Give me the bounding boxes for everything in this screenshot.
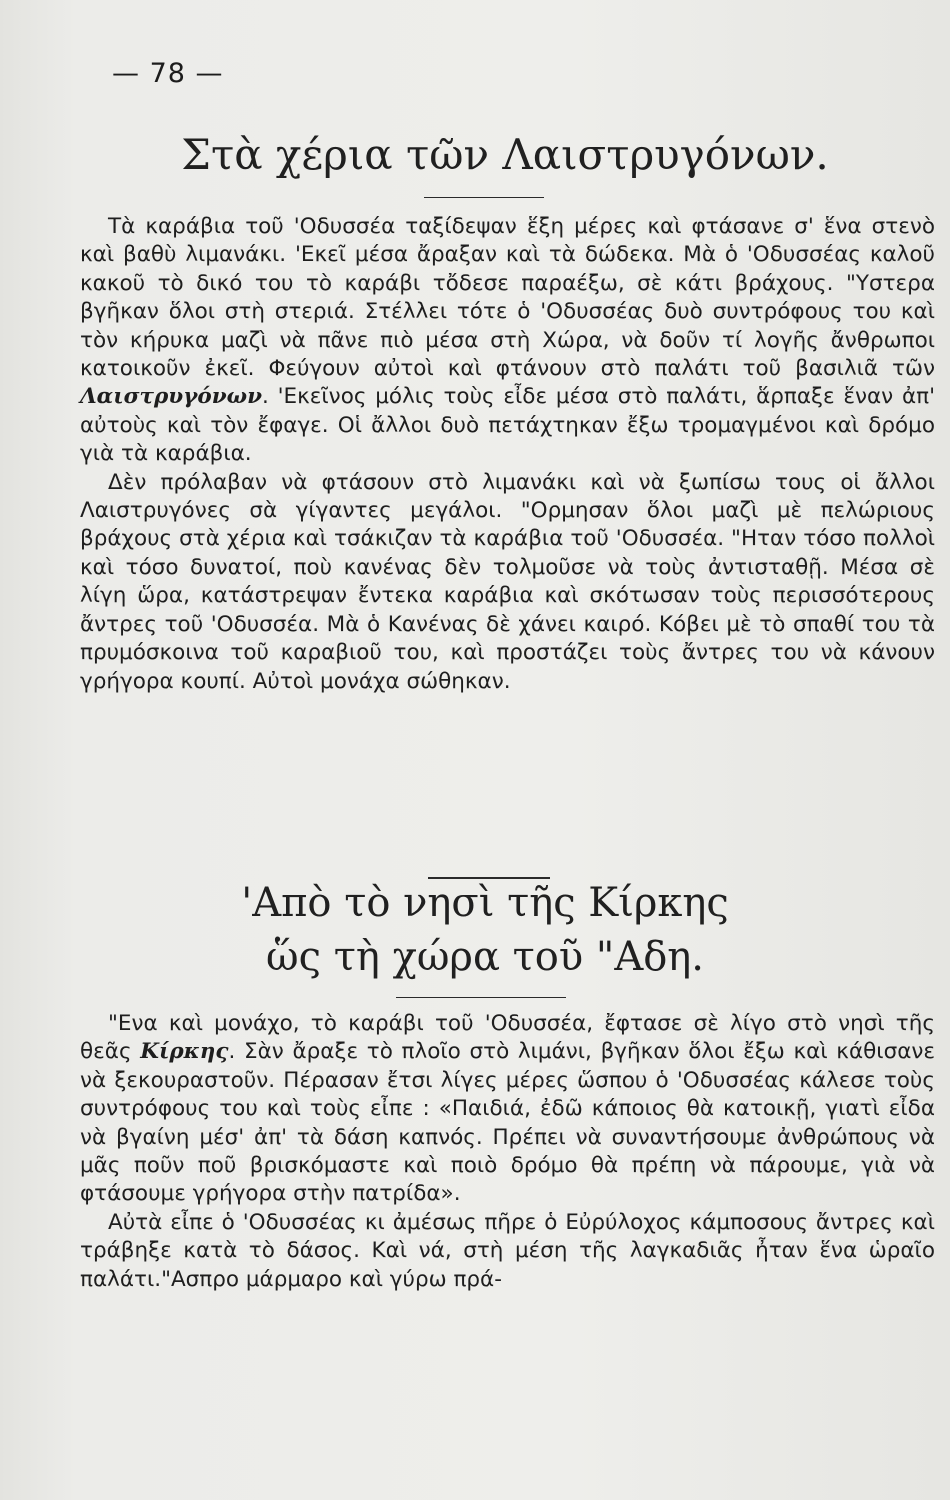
chapter-title-circe-line2: ὥς τὴ χώρα τοῦ "Αδη. — [266, 934, 704, 980]
paragraph-text: "Ενα καὶ μονάχο, τὸ καράβι τοῦ 'Οδυσσέα, ἔφτασε σὲ λίγο στὸ νησὶ τῆς θεᾶς — [80, 1011, 935, 1065]
chapter-title-laestrygonians: Στὰ χέρια τῶν Λαιστρυγόνων. — [181, 130, 829, 179]
paragraph-text: Τὰ καράβια τοῦ 'Οδυσσέα ταξίδεψαν ἕξη μέρες καὶ φτάσανε σ' ἕνα στενὸ καὶ βαθὺ λιμανάκι. 'Εκεῖ μέσα ἄραξαν καὶ τὰ δώδεκα. Μὰ ὁ 'Οδυσσέας καλοῦ κακοῦ τὸ δικό του τὸ καράβι τὄδεσε παραέξω, σὲ κάτι βράχους. "Υστερα βγῆκαν ὅλοι στὴ στεριά. Στέλλει τότε ὁ 'Οδυσσέας δυὸ συντρόφους του καὶ τὸν κήρυκα μαζὶ νὰ πᾶνε πιὸ μέσα στὴ Χώρα, νὰ δοῦν τί λογῆς ἄνθρωποι κατοικοῦν ἐκεῖ. Φεύγουν αὐτοὶ καὶ φτάνουν στὸ παλάτι τοῦ βασιλιᾶ τῶν — [80, 214, 935, 382]
chapter-body-laestrygonians — [80, 213, 935, 696]
paragraph: Δὲν πρόλαβαν νὰ φτάσουν στὸ λιμανάκι καὶ νὰ ξωπίσω τους οἱ ἄλλοι Λαιστρυγόνες σὰ γίγαντες μεγάλοι. "Ορμησαν ὅλοι μαζὶ μὲ πελώριους βράχους στὰ χέρια καὶ τσάκιζαν τὰ καράβια τοῦ 'Οδυσσέα. "Ηταν τόσο πολλοὶ καὶ τόσο δυνατοί, ποὺ κανένας δὲν τολμοῦσε νὰ τοὺς ἀντισταθῇ. Μέσα σὲ λίγη ὥρα, κατάστρεψαν ἔντεκα καράβια καὶ σκότωσαν τοὺς περισσότερους ἄντρες τοῦ 'Οδυσσέα. Μὰ ὁ Κανένας δὲ χάνει καιρό. Κόβει μὲ τὸ σπαθί του τὰ πρυμόσκοινα τοῦ καραβιοῦ του, καὶ προστάζει τοὺς ἄντρες του νὰ κάνουν γρήγορα κουπί. Αὐτοὶ μονάχα σώθηκαν. — [80, 469, 935, 694]
title-underline — [396, 997, 566, 998]
section-divider — [428, 877, 550, 879]
paragraph-text: . 'Εκεῖνος μόλις τοὺς εἶδε μέσα στὸ παλάτι, ἅρπαξε ἕναν ἀπ' αὐτοὺς καὶ τὸν ἔφαγε. Οἱ ἄλλοι δυὸ πετάχτηκαν ἔξω τρομαγμένοι καὶ δρόμο γιὰ τὰ καράβια. — [80, 384, 935, 467]
title-underline — [424, 197, 544, 198]
emphasized-name: Κίρκης — [140, 1039, 229, 1065]
paragraph: Αὐτὰ εἶπε ὁ 'Οδυσσέας κι ἀμέσως πῆρε ὁ Εὐρύλοχος κάμποσους ἄντρες καὶ τράβηξε κατὰ τὸ δάσος. Καὶ νά, στὴ μέση τῆς λαγκαδιᾶς ἦταν ἕνα ὡραῖο παλάτι."Ασπρο μάρμαρο καὶ γύρω πρά- — [80, 1209, 935, 1292]
page-number: — 78 — — [112, 58, 224, 89]
paragraph — [80, 1010, 935, 1209]
emphasized-name: Λαιστρυγόνων — [80, 384, 263, 410]
paragraph-text: . Σὰν ἄραξε τὸ πλοῖο στὸ λιμάνι, βγῆκαν ὅλοι ἔξω καὶ κάθισανε νὰ ξεκουραστοῦν. Πέρασαν ἔτσι λίγες μέρες ὥσπου ὁ 'Οδυσσέας κάλεσε τοὺς συντρόφους του καὶ τοὺς εἶπε : «Παιδιά, ἐδῶ κάποιος θὰ κατοικῇ, γιατὶ εἶδα νὰ βγαίνη μέσ' ἀπ' τὰ δάση καπνός. Πρέπει νὰ συναντήσουμε ἀνθρώπους νὰ μᾶς ποῦν ποῦ βρισκόμαστε καὶ ποιὸ δρόμο θὰ πρέπη νὰ πάρουμε, γιὰ νὰ φτάσουμε γρήγορα στὴν πατρίδα». — [80, 1039, 935, 1207]
paragraph — [80, 213, 935, 469]
chapter-body-circe — [80, 1010, 935, 1294]
chapter-title-circe-line1: 'Απὸ τὸ νησὶ τῆς Κίρκης — [241, 880, 729, 926]
